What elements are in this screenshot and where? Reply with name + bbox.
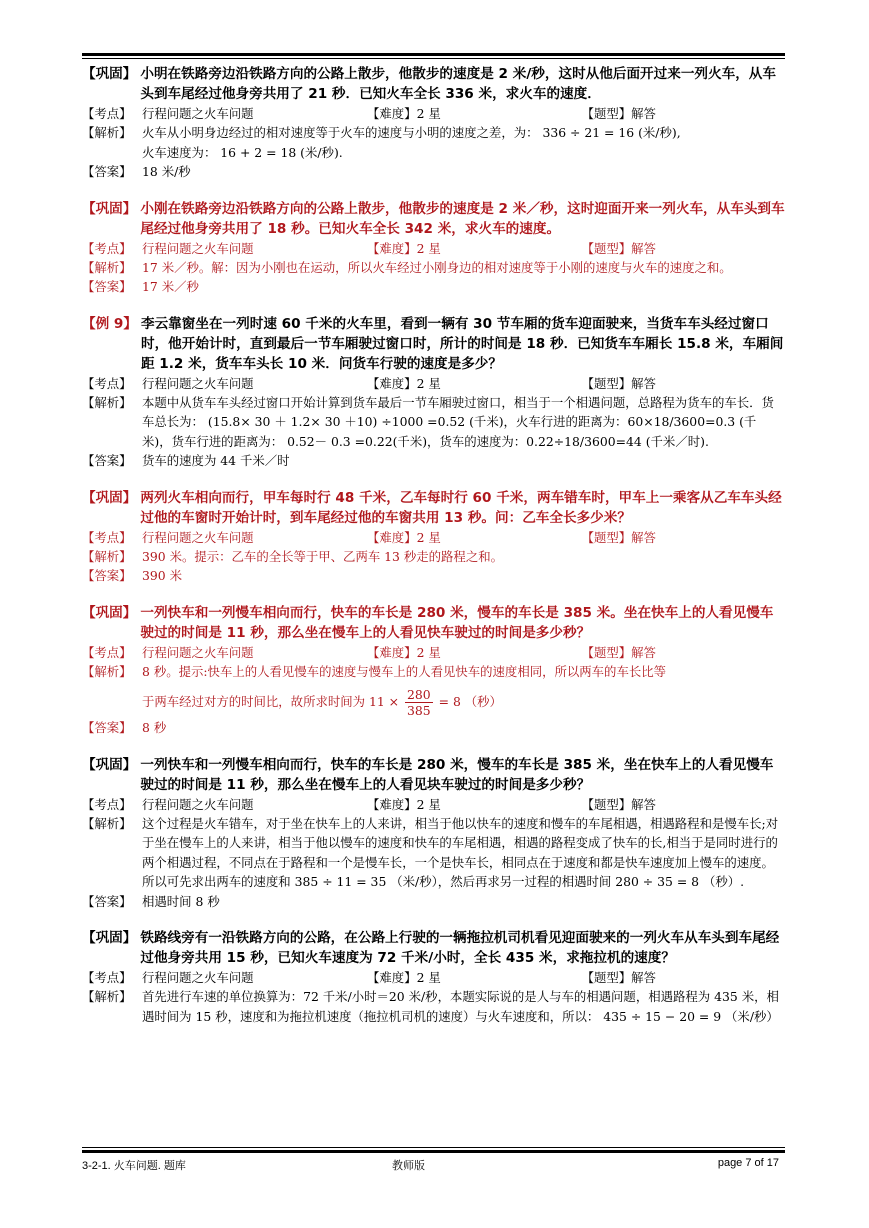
analysis-text: 于两车经过对方的时间比，故所求时间为 11 × (142, 694, 400, 709)
label-gonggu: 【巩固】 (82, 604, 137, 621)
fraction-numerator: 280 (407, 687, 431, 702)
label-daan: 【答案】 (82, 453, 132, 468)
tixing-value: 解答 (631, 796, 656, 812)
question-text: 一列快车和一列慢车相向而行，快车的车长是 280 米，慢车的车长是 385 米。坐在快车上的人看见慢车驶过的时间是 11 秒，那么坐在慢车上的人看见快车驶过的时间是多少秒？ (140, 604, 774, 641)
label-tixing: 【题型】 (581, 796, 632, 812)
meta-row (82, 528, 785, 547)
label-nandu: 【难度】 (367, 375, 417, 391)
nandu-value: 2 星 (416, 106, 441, 121)
answer-row (82, 718, 785, 738)
label-daan: 【答案】 (82, 568, 132, 583)
label-kaodian: 【考点】 (82, 796, 132, 812)
label-jiexi: 【解析】 (82, 548, 132, 564)
label-gonggu: 【巩固】 (82, 930, 137, 946)
answer-value: 相遇时间 8 秒 (142, 893, 220, 909)
label-nandu: 【难度】 (367, 644, 417, 660)
analysis-row (82, 393, 785, 452)
label-gonggu: 【巩固】 (82, 756, 137, 773)
problem-block-7 (82, 928, 785, 1026)
analysis-line-2 (142, 687, 785, 718)
analysis-row (82, 814, 785, 892)
label-jiexi: 【解析】 (82, 663, 132, 679)
question-text: 两列火车相向而行，甲车每时行 48 千米，乙车每时行 60 千米，两车错车时，甲车上一乘客从乙车车头经过他的车窗时开始计时，到车尾经过他的车窗共用 13 秒。问：乙车全长多少米？ (140, 489, 782, 526)
meta-row (82, 968, 785, 987)
page-footer (82, 1157, 785, 1177)
analysis-row (82, 547, 785, 567)
fraction-denominator: 385 (407, 703, 431, 718)
tixing-value: 解答 (631, 106, 656, 121)
answer-row (82, 451, 785, 471)
tixing-value: 解答 (631, 970, 656, 985)
problem-block-6 (82, 755, 785, 912)
label-gonggu: 【巩固】 (82, 200, 137, 217)
tixing-value: 解答 (631, 644, 656, 660)
question-text: 李云靠窗坐在一列时速 60 千米的火车里，看到一辆有 30 节车厢的货车迎面驶来，当货车车头经过窗口时，他开始计时，直到最后一节车厢驶过窗口时，所计的时间是 18 秒．已知货车车厢长 15.8 米，车厢间距 1.2 米，货车车头长 10 米．问货车行驶的速度是多少？ (140, 315, 784, 372)
label-nandu: 【难度】 (367, 106, 417, 121)
answer-value: 18 米/秒 (142, 164, 191, 179)
footer-edition: 教师版 (392, 1160, 425, 1172)
problem-block-example-9 (82, 314, 785, 471)
label-nandu: 【难度】 (367, 970, 417, 985)
question (82, 928, 785, 968)
analysis-row (82, 662, 785, 719)
analysis-row (82, 123, 785, 162)
label-daan: 【答案】 (82, 279, 132, 294)
kaodian-value: 行程问题之火车问题 (142, 375, 254, 391)
kaodian-value: 行程问题之火车问题 (142, 796, 254, 812)
analysis-line-1: 火车从小明身边经过的相对速度等于火车的速度与小明的速度之差，为： 336 ÷ 21 = 16 (米/秒), (142, 125, 681, 140)
tixing-value: 解答 (631, 529, 656, 545)
problem-block-4 (82, 488, 785, 586)
label-gonggu: 【巩固】 (82, 489, 137, 506)
top-rule-thin (82, 58, 785, 59)
analysis-line-2: 火车速度为： 16 + 2 = 18 (米/秒). (142, 144, 343, 160)
answer-value: 货车的速度为 44 千米／时 (142, 453, 290, 468)
question (82, 199, 785, 239)
nandu-value: 2 星 (416, 796, 441, 812)
label-kaodian: 【考点】 (82, 106, 132, 121)
tixing-value: 解答 (631, 375, 656, 391)
label-kaodian: 【考点】 (82, 375, 132, 391)
nandu-value: 2 星 (416, 644, 441, 660)
page-number: page 7 of 17 (717, 1157, 779, 1169)
answer-row (82, 566, 785, 586)
analysis-text: 17 米／秒。解：因为小刚也在运动，所以火车经过小刚身边的相对速度等于小刚的速度与火车的速度之和。 (142, 259, 732, 275)
answer-row (82, 277, 785, 297)
kaodian-value: 行程问题之火车问题 (142, 644, 254, 660)
label-jiexi: 【解析】 (82, 394, 132, 410)
label-jiexi: 【解析】 (82, 125, 132, 140)
label-daan: 【答案】 (82, 893, 132, 909)
tixing-value: 解答 (631, 240, 656, 256)
bottom-rule-thin (82, 1147, 785, 1148)
label-tixing: 【题型】 (581, 106, 632, 121)
label-daan: 【答案】 (82, 164, 132, 179)
problem-block-5 (82, 603, 785, 738)
bottom-rule-thick (82, 1150, 785, 1153)
label-tixing: 【题型】 (581, 529, 632, 545)
kaodian-value: 行程问题之火车问题 (142, 106, 254, 121)
analysis-row (82, 987, 785, 1026)
kaodian-value: 行程问题之火车问题 (142, 240, 254, 256)
analysis-line-1: 8 秒。提示:快车上的人看见慢车的速度与慢车上的人看见快车的速度相同，所以两车的车长比等 (142, 663, 667, 679)
label-jiexi: 【解析】 (82, 815, 132, 831)
footer-title: 3-2-1. 火车问题. 题库 (82, 1160, 186, 1172)
answer-row (82, 892, 785, 912)
top-rule-thick (82, 53, 785, 56)
question-text: 铁路线旁有一沿铁路方向的公路，在公路上行驶的一辆拖拉机司机看见迎面驶来的一列火车从车头到车尾经过他身旁共用 15 秒，已知火车速度为 72 千米/小时，全长 435 米，求拖拉机的速度？ (140, 930, 780, 966)
problem-block-2 (82, 199, 785, 297)
question (82, 755, 785, 795)
meta-row (82, 643, 785, 662)
answer-value: 390 米 (142, 568, 182, 583)
answer-row (82, 162, 785, 182)
kaodian-value: 行程问题之火车问题 (142, 970, 254, 985)
question (82, 488, 785, 528)
label-tixing: 【题型】 (581, 644, 632, 660)
analysis-row (82, 258, 785, 278)
label-kaodian: 【考点】 (82, 240, 132, 256)
nandu-value: 2 星 (416, 375, 441, 391)
label-jiexi: 【解析】 (82, 989, 132, 1004)
question-text: 一列快车和一列慢车相向而行，快车的车长是 280 米，慢车的车长是 385 米，坐在快车上的人看见慢车驶过的时间是 11 秒，那么坐在慢车上的人看见块车驶过的时间是多少秒？ (140, 756, 774, 793)
label-tixing: 【题型】 (581, 240, 632, 256)
question-text: 小明在铁路旁边沿铁路方向的公路上散步，他散步的速度是 2 米/秒，这时从他后面开过来一列火车，从车头到车尾经过他身旁共用了 21 秒．已知火车全长 336 米，求火车的速度． (140, 66, 776, 102)
question-text: 小刚在铁路旁边沿铁路方向的公路上散步，他散步的速度是 2 米／秒，这时迎面开来一列火车，从车头到车尾经过他身旁共用了 18 秒。已知火车全长 342 米，求火车的速度。 (140, 200, 785, 237)
label-tixing: 【题型】 (581, 375, 632, 391)
label-nandu: 【难度】 (367, 796, 417, 812)
page-content (82, 64, 785, 1043)
label-kaodian: 【考点】 (82, 644, 132, 660)
label-kaodian: 【考点】 (82, 529, 132, 545)
analysis-text: 390 米。提示：乙车的全长等于甲、乙两车 13 秒走的路程之和。 (142, 548, 503, 564)
label-gonggu: 【巩固】 (82, 66, 137, 82)
label-tixing: 【题型】 (581, 970, 632, 985)
nandu-value: 2 星 (416, 970, 441, 985)
label-daan: 【答案】 (82, 720, 132, 735)
nandu-value: 2 星 (416, 529, 441, 545)
label-jiexi: 【解析】 (82, 259, 132, 275)
answer-value: 17 米／秒 (142, 279, 199, 294)
label-nandu: 【难度】 (367, 529, 417, 545)
answer-value: 8 秒 (142, 720, 167, 735)
analysis-text: 本题中从货车车头经过窗口开始计算到货车最后一节车厢驶过窗口，相当于一个相遇问题，总路程为货车的车长．货车总长为： (15.8× 30 ＋ 1.2× 30 ＋10) ÷1000 =0.52 (千米)，火车行进的距离为：60×18/3600=0.3 (千米)，货车行进的距离为： 0.52－ 0.3 =0.22(千米)，货车的速度为：0.22÷18/3600=44 (千米／时). (142, 394, 774, 449)
analysis-result: = 8 （秒） (438, 694, 502, 709)
question (82, 314, 785, 374)
meta-row (82, 795, 785, 814)
analysis-text: 这个过程是火车错车，对于坐在快车上的人来讲，相当于他以快车的速度和慢车的车尾相遇，相遇路程和是慢车长;对于坐在慢车上的人来讲，相当于他以慢车的速度和快车的车尾相遇，相遇的路程变成了快车的长,相当于是同时进行的两个相遇过程，不同点在于路程和一个是慢车长，一个是快车长，相同点在于速度和都是快车速度加上慢车的速度。所以可先求出两车的速度和 385 ÷ 11 = 35 （米/秒），然后再求另一过程的相遇时间 280 ÷ 35 = 8 （秒）. (142, 815, 779, 889)
label-nandu: 【难度】 (367, 240, 417, 256)
meta-row (82, 374, 785, 393)
kaodian-value: 行程问题之火车问题 (142, 529, 254, 545)
problem-block-1 (82, 64, 785, 182)
label-kaodian: 【考点】 (82, 970, 132, 985)
meta-row (82, 104, 785, 123)
analysis-text: 首先进行车速的单位换算为：72 千米/小时＝20 米/秒，本题实际说的是人与车的相遇问题，相遇路程为 435 米，相遇时间为 15 秒，速度和为拖拉机速度（拖拉机司机的速度）与火车速度和，所以： 435 ÷ 15 − 20 = 9 （米/秒） (142, 989, 779, 1024)
nandu-value: 2 星 (416, 240, 441, 256)
question (82, 64, 785, 104)
label-example-9: 【例 9】 (82, 315, 137, 332)
meta-row (82, 239, 785, 258)
question (82, 603, 785, 643)
fraction (405, 687, 433, 718)
